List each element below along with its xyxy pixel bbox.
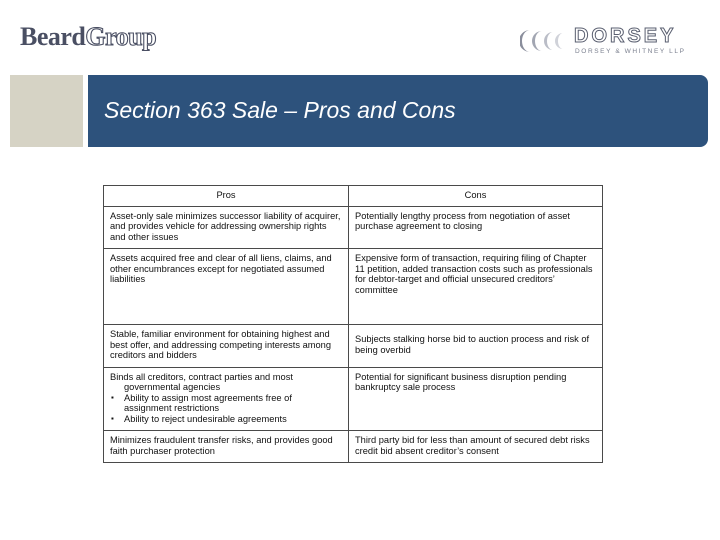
con-cell: Potentially lengthy process from negotiation of asset purchase agreement to closing (349, 206, 603, 249)
header-cons: Cons (349, 186, 603, 207)
table-row (104, 249, 603, 325)
beard-group-logo (20, 24, 156, 50)
dorsey-logo (520, 24, 710, 58)
pro-bullet-list (110, 393, 342, 425)
pros-cons-table (103, 185, 603, 463)
pro-cell: Stable, familiar environment for obtaining highest and best offer, and addressing competing interests among creditors and bidders (104, 325, 349, 368)
con-cell: Expensive form of transaction, requiring filing of Chapter 11 petition, added transaction costs such as professionals for debtor-target and official unsecured creditors’ committee (349, 249, 603, 325)
table-row (104, 325, 603, 368)
con-cell: Potential for significant business disruption pending bankruptcy sale process (349, 367, 603, 431)
pro-cell: Asset-only sale minimizes successor liability of acquirer, and provides vehicle for addressing ownership rights and other issues (104, 206, 349, 249)
pro-cell (104, 367, 349, 431)
list-item: ▪ Ability to reject undesirable agreements (124, 414, 342, 425)
title-banner (88, 75, 708, 147)
list-item: ▪ Ability to assign most agreements free of assignment restrictions (124, 393, 342, 414)
con-cell: Subjects stalking horse bid to auction process and risk of being overbid (349, 325, 603, 368)
pro-cell: Assets acquired free and clear of all liens, claims, and other encumbrances except for negotiated assumed liabilities (104, 249, 349, 325)
con-cell: Third party bid for less than amount of secured debt risks credit bid absent creditor’s consent (349, 431, 603, 463)
pro-cell: Minimizes fraudulent transfer risks, and provides good faith purchaser protection (104, 431, 349, 463)
pro-intro-text: Binds all creditors, contract parties and most (110, 371, 293, 382)
header-pros: Pros (104, 186, 349, 207)
logo-word-group: Group (85, 22, 157, 51)
dorsey-crescent-icon (520, 28, 570, 54)
slide-title: Section 363 Sale – Pros and Cons (104, 97, 456, 123)
pro-intro-continued: governmental agencies (124, 382, 221, 392)
table-row (104, 431, 603, 463)
table-header-row (104, 186, 603, 207)
logo-word-beard: Beard (20, 22, 86, 51)
table-row (104, 206, 603, 249)
banner-accent-square (10, 75, 83, 147)
dorsey-brand-text: DORSEY (574, 25, 677, 47)
table-row (104, 367, 603, 431)
dorsey-subtitle-text: DORSEY & WHITNEY LLP (575, 48, 686, 55)
